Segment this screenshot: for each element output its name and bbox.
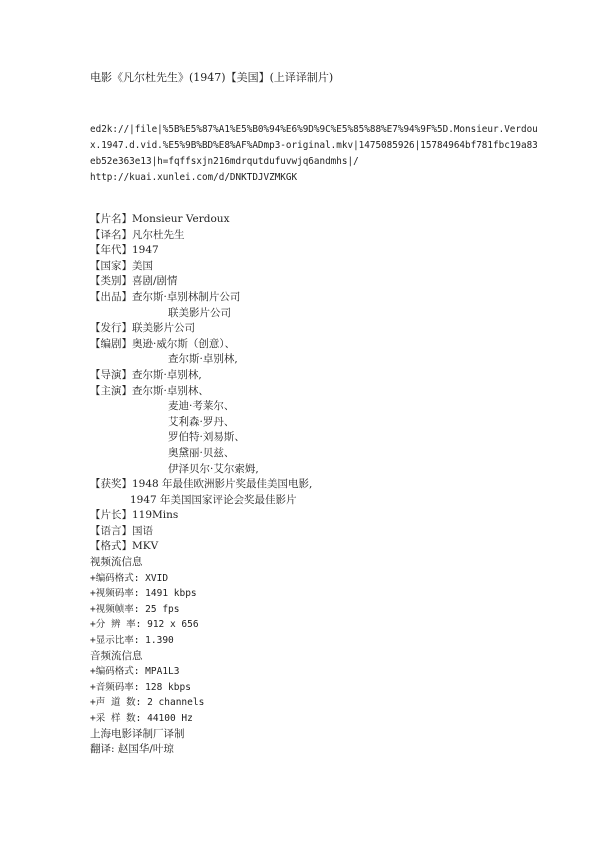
video-stream-header: 视频流信息 bbox=[90, 556, 143, 569]
info-name: 【片名】Monsieur Verdoux bbox=[90, 213, 230, 225]
info-cast-4: 罗伯特·刘易斯、 bbox=[168, 431, 245, 444]
video-framerate: +视频帧率: 25 fps bbox=[90, 603, 180, 615]
audio-channels: +声 道 数: 2 channels bbox=[90, 697, 205, 709]
info-year: 【年代】1947 bbox=[90, 244, 159, 257]
info-writer: 【编剧】奥逊·威尔斯（创意）、 bbox=[90, 337, 236, 350]
info-translated-name: 【译名】凡尔杜先生 bbox=[90, 228, 185, 241]
video-bitrate: +视频码率: 1491 kbps bbox=[90, 588, 197, 600]
info-language: 【语言】国语 bbox=[90, 524, 153, 537]
audio-stream-header: 音频流信息 bbox=[90, 649, 143, 662]
info-cast: 【主演】查尔斯·卓别林、 bbox=[90, 384, 209, 397]
video-resolution: +分 辨 率: 912 x 656 bbox=[90, 619, 199, 631]
info-cast-2: 麦迪·考莱尔、 bbox=[168, 400, 235, 413]
audio-sample-rate: +采 样 数: 44100 Hz bbox=[90, 713, 193, 724]
ed2k-link-line-2[interactable]: x.1947.d.vid.%E5%9B%BD%E8%AF%ADmp3-original.mkv|1475085926|15784964bf781fbc19a83 bbox=[90, 140, 538, 151]
info-cast-5: 奥黛丽·贝兹、 bbox=[168, 446, 235, 459]
info-awards: 【获奖】1948 年最佳欧洲影片奖最佳美国电影, bbox=[90, 478, 313, 491]
audio-codec: +编码格式: MPA1L3 bbox=[90, 666, 180, 678]
dubbing-studio: 上海电影译制厂译制 bbox=[90, 727, 185, 740]
info-producer: 【出品】查尔斯·卓别林制片公司 bbox=[90, 290, 241, 303]
info-director: 【导演】查尔斯·卓别林, bbox=[90, 368, 202, 381]
info-writer-cont: 查尔斯·卓别林, bbox=[168, 353, 238, 366]
ed2k-link-line-3[interactable]: eb52e363e13|h=fqffsxjn216mdrqutdufuvwjq6andmhs|/ bbox=[90, 156, 359, 167]
audio-bitrate: +音频码率: 128 kbps bbox=[90, 681, 191, 693]
page-title: 电影《凡尔杜先生》(1947)【美国】(上译译制片) bbox=[90, 71, 334, 84]
info-country: 【国家】美国 bbox=[90, 259, 153, 272]
video-codec: +编码格式: XVID bbox=[90, 572, 169, 584]
info-distributor: 【发行】联美影片公司 bbox=[90, 322, 195, 335]
translators: 翻译: 赵国华/叶琼 bbox=[90, 743, 174, 756]
film-info-block bbox=[90, 212, 312, 758]
download-links bbox=[90, 122, 538, 186]
info-runtime: 【片长】119Mins bbox=[90, 509, 179, 522]
xunlei-link[interactable]: http://kuai.xunlei.com/d/DNKTDJVZMKGK bbox=[90, 172, 298, 183]
info-producer-cont: 联美影片公司 bbox=[168, 306, 231, 319]
ed2k-link-line-1[interactable]: ed2k://|file|%5B%E5%87%A1%E5%B0%94%E6%9D%9C%E5%85%88%E7%94%9F%5D.Monsieur.Verdou bbox=[90, 124, 538, 135]
info-format: 【格式】MKV bbox=[90, 540, 159, 553]
info-cast-3: 艾利森·罗丹、 bbox=[168, 415, 235, 428]
info-awards-cont: 1947 年美国国家评论会奖最佳影片 bbox=[130, 493, 297, 506]
video-aspect-ratio: +显示比率: 1.390 bbox=[90, 635, 174, 647]
info-cast-6: 伊泽贝尔·艾尔索姆, bbox=[168, 462, 259, 475]
info-genre: 【类别】喜剧/剧情 bbox=[90, 275, 178, 288]
